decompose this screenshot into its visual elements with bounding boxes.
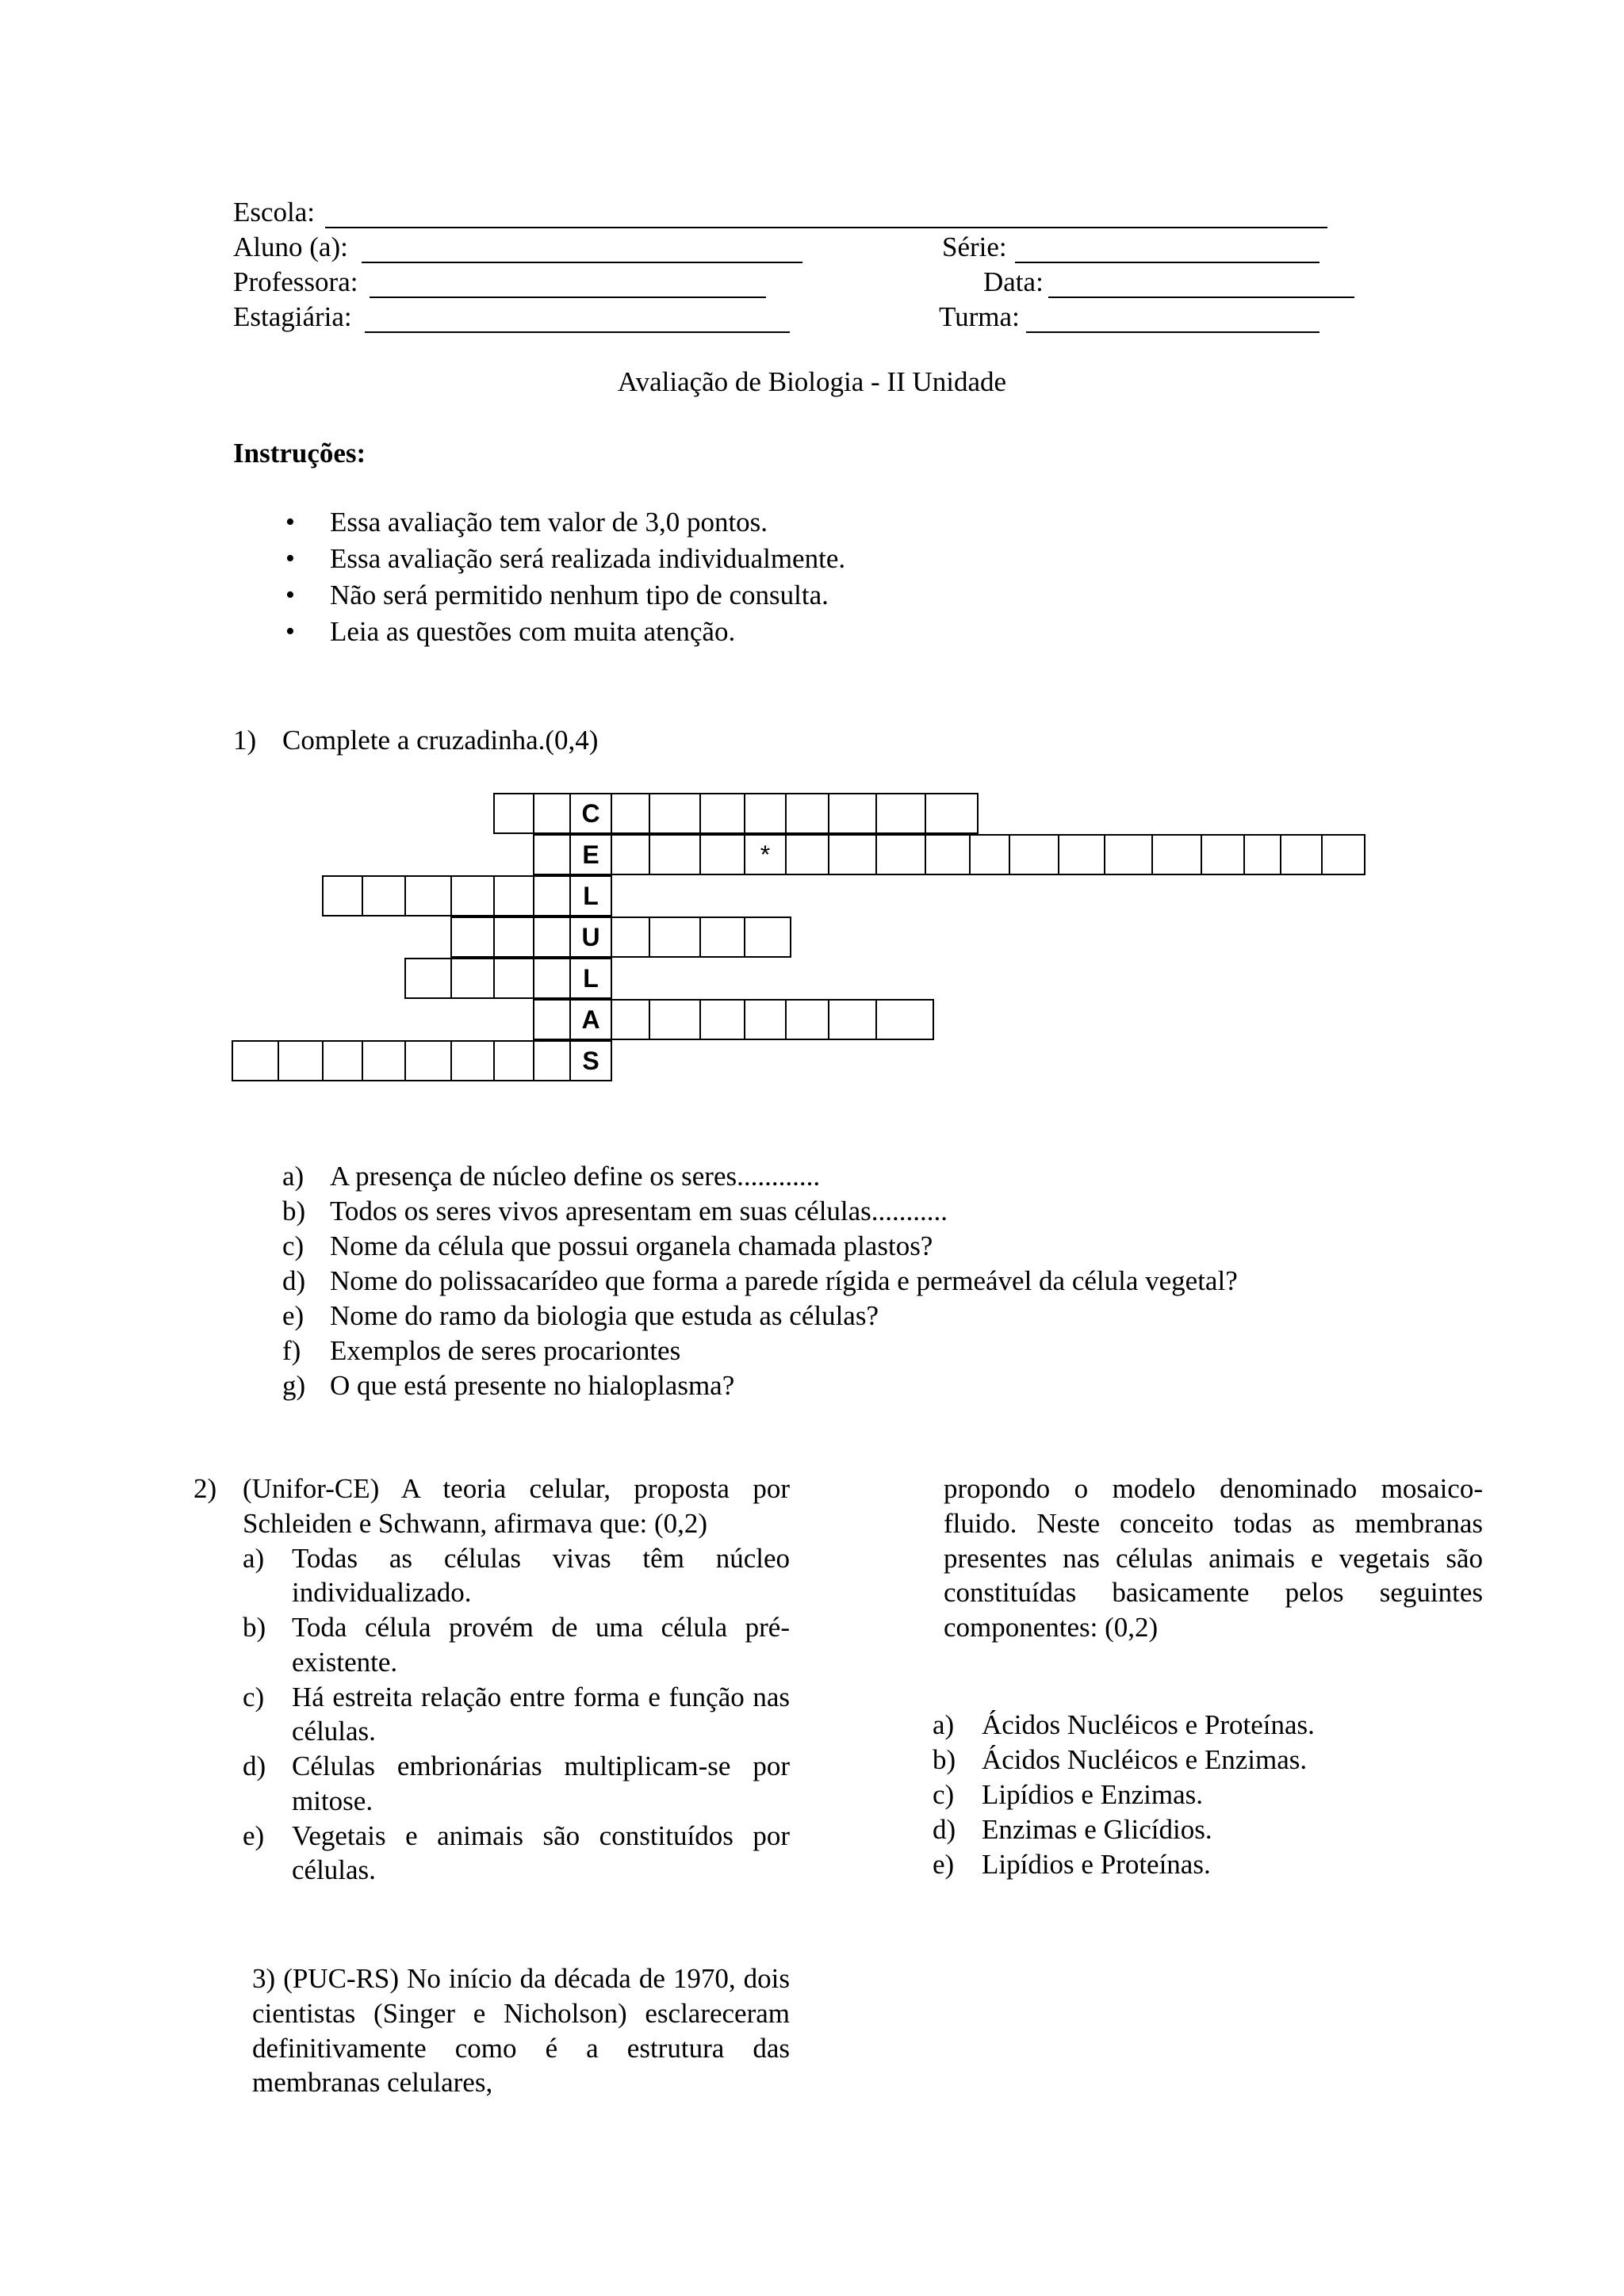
crossword-cell[interactable] bbox=[611, 999, 650, 1040]
crossword-cell[interactable] bbox=[533, 834, 571, 875]
crossword-cell[interactable] bbox=[493, 1040, 534, 1081]
crossword-cell[interactable] bbox=[611, 916, 650, 958]
q3-options bbox=[933, 1708, 1315, 1882]
data-label: Data: bbox=[983, 266, 1044, 297]
question-3 bbox=[252, 1961, 790, 2100]
q2-option: b) Toda célula provém de uma célula pré-existente. bbox=[243, 1612, 790, 1678]
turma-label: Turma: bbox=[939, 301, 1020, 332]
crossword-letter-cell[interactable]: U bbox=[569, 916, 612, 958]
crossword-cell[interactable] bbox=[828, 999, 877, 1040]
crossword-cell[interactable] bbox=[404, 875, 452, 916]
instruction-item: • Não será permitido nenhum tipo de consulta. bbox=[285, 577, 845, 614]
question-3-continued bbox=[944, 1471, 1483, 1645]
q3-option: b) Ácidos Nucléicos e Enzimas. bbox=[933, 1744, 1308, 1775]
crossword-cell[interactable] bbox=[649, 834, 701, 875]
crossword-cell[interactable] bbox=[785, 999, 829, 1040]
escola-field-line[interactable] bbox=[325, 227, 1327, 228]
crossword-cell[interactable] bbox=[493, 875, 534, 916]
crossword-cell[interactable] bbox=[611, 834, 650, 875]
question-2-number: 2) bbox=[193, 1473, 217, 1504]
crossword-cell[interactable] bbox=[1280, 834, 1323, 875]
professora-field-line[interactable] bbox=[370, 297, 766, 298]
q3-option: e) Lipídios e Proteínas. bbox=[933, 1849, 1211, 1880]
crossword-cell[interactable] bbox=[450, 916, 495, 958]
crossword-cell[interactable] bbox=[611, 793, 650, 834]
clue-item: f) Exemplos de seres procariontes bbox=[282, 1335, 681, 1366]
crossword-letter-cell[interactable]: A bbox=[569, 999, 612, 1040]
crossword-cell[interactable] bbox=[699, 834, 745, 875]
crossword-clues bbox=[282, 1159, 1238, 1403]
crossword-cell[interactable] bbox=[699, 999, 745, 1040]
crossword-cell[interactable] bbox=[875, 793, 926, 834]
crossword-cell[interactable] bbox=[533, 958, 571, 999]
question-2 bbox=[193, 1471, 790, 1888]
crossword-cell[interactable] bbox=[649, 916, 701, 958]
crossword-cell[interactable] bbox=[699, 793, 745, 834]
instruction-item: • Essa avaliação será realizada individualmente. bbox=[285, 541, 845, 577]
estagiaria-field-line[interactable] bbox=[365, 331, 790, 333]
clue-item: a) A presença de núcleo define os seres............ bbox=[282, 1161, 821, 1192]
crossword-cell[interactable] bbox=[232, 1040, 279, 1081]
crossword-cell[interactable] bbox=[925, 834, 971, 875]
estagiaria-label: Estagiária: bbox=[233, 301, 352, 332]
crossword-cell[interactable] bbox=[362, 1040, 406, 1081]
q2-option: e) Vegetais e animais são constituídos por células. bbox=[243, 1820, 790, 1886]
crossword-cell[interactable] bbox=[362, 875, 406, 916]
crossword-letter-cell[interactable]: C bbox=[569, 793, 612, 834]
crossword-letter-cell[interactable]: L bbox=[569, 875, 612, 916]
q2-option: d) Células embrionárias multiplicam-se por mitose. bbox=[243, 1751, 790, 1816]
crossword-cell[interactable] bbox=[322, 1040, 363, 1081]
crossword-cell[interactable] bbox=[875, 999, 934, 1040]
question-3-text-part2: propondo o modelo denominado mosaico-fluido. Neste conceito todas as membranas presentes nas células animais e vegetais são constituídas basicamente pelos seguintes componentes: (0,2) bbox=[944, 1473, 1483, 1643]
crossword-cell[interactable] bbox=[1243, 834, 1281, 875]
instructions-heading: Instruções: bbox=[233, 438, 366, 469]
crossword-cell[interactable] bbox=[404, 1040, 452, 1081]
q3-option: d) Enzimas e Glicídios. bbox=[933, 1814, 1212, 1845]
crossword-cell[interactable] bbox=[744, 793, 787, 834]
question-3-number: 3) bbox=[252, 1963, 276, 1994]
clue-item: d) Nome do polissacarídeo que forma a parede rígida e permeável da célula vegetal? bbox=[282, 1265, 1238, 1296]
serie-label: Série: bbox=[942, 232, 1007, 262]
crossword-cell[interactable] bbox=[828, 793, 877, 834]
q3-option: c) Lipídios e Enzimas. bbox=[933, 1779, 1203, 1810]
clue-item: c) Nome da célula que possui organela chamada plastos? bbox=[282, 1230, 933, 1261]
q2-option: a) Todas as células vivas têm núcleo individualizado. bbox=[243, 1542, 790, 1609]
instruction-item: • Leia as questões com muita atenção. bbox=[285, 614, 845, 650]
crossword-cell[interactable] bbox=[744, 999, 787, 1040]
crossword-cell[interactable] bbox=[533, 875, 571, 916]
crossword-cell[interactable] bbox=[969, 834, 1010, 875]
professora-label: Professora: bbox=[233, 266, 358, 297]
crossword-cell[interactable] bbox=[322, 875, 363, 916]
data-field-line[interactable] bbox=[1048, 297, 1354, 298]
clue-item: g) O que está presente no hialoplasma? bbox=[282, 1370, 735, 1401]
crossword-cell[interactable] bbox=[1321, 834, 1365, 875]
clue-item: b) Todos os seres vivos apresentam em suas células........... bbox=[282, 1196, 948, 1226]
crossword-cell[interactable] bbox=[533, 999, 571, 1040]
q3-option: a) Ácidos Nucléicos e Proteínas. bbox=[933, 1709, 1315, 1740]
question-1 bbox=[233, 723, 598, 758]
question-1-text: Complete a cruzadinha.(0,4) bbox=[282, 725, 599, 756]
crossword-cell[interactable] bbox=[1009, 834, 1059, 875]
crossword-marked-cell[interactable]: * bbox=[744, 834, 787, 875]
clue-item: e) Nome do ramo da biologia que estuda as células? bbox=[282, 1300, 879, 1331]
crossword-cell[interactable] bbox=[875, 834, 926, 875]
question-3-text-part1: (PUC-RS) No início da década de 1970, dois cientistas (Singer e Nicholson) esclareceram definitivamente como é a estrutura das membranas celulares, bbox=[252, 1963, 790, 2099]
turma-field-line[interactable] bbox=[1026, 331, 1320, 333]
crossword-cell[interactable] bbox=[828, 834, 877, 875]
crossword-cell[interactable] bbox=[649, 999, 701, 1040]
crossword-cell[interactable] bbox=[649, 793, 701, 834]
crossword-cell[interactable] bbox=[450, 875, 495, 916]
q2-option: c) Há estreita relação entre forma e função nas células. bbox=[243, 1681, 790, 1747]
crossword-cell[interactable] bbox=[1201, 834, 1245, 875]
crossword-cell[interactable] bbox=[1104, 834, 1153, 875]
crossword-cell[interactable] bbox=[925, 793, 979, 834]
crossword-letter-cell[interactable]: L bbox=[569, 958, 612, 999]
crossword-cell[interactable] bbox=[533, 793, 571, 834]
crossword-cell[interactable] bbox=[533, 916, 571, 958]
crossword-cell[interactable] bbox=[493, 793, 534, 834]
instruction-item: • Essa avaliação tem valor de 3,0 pontos. bbox=[285, 504, 845, 541]
crossword-cell[interactable] bbox=[493, 958, 534, 999]
crossword-cell[interactable] bbox=[1058, 834, 1105, 875]
crossword-cell[interactable] bbox=[785, 793, 829, 834]
instructions-list bbox=[285, 504, 845, 650]
question-2-text: (Unifor-CE) A teoria celular, proposta por Schleiden e Schwann, afirmava que: (0,2) bbox=[243, 1473, 790, 1539]
crossword-cell[interactable] bbox=[1151, 834, 1202, 875]
page-title: Avaliação de Biologia - II Unidade bbox=[617, 366, 1007, 397]
aluno-field-line[interactable] bbox=[362, 262, 802, 263]
crossword-cell[interactable] bbox=[533, 1040, 571, 1081]
aluno-label: Aluno (a): bbox=[233, 232, 348, 262]
crossword-letter-cell[interactable]: E bbox=[569, 834, 612, 875]
question-1-number: 1) bbox=[233, 725, 257, 756]
serie-field-line[interactable] bbox=[1015, 262, 1320, 263]
crossword-cell[interactable] bbox=[699, 916, 745, 958]
crossword-cell[interactable] bbox=[450, 1040, 495, 1081]
crossword-cell[interactable] bbox=[450, 958, 495, 999]
crossword-cell[interactable] bbox=[785, 834, 829, 875]
crossword-cell[interactable] bbox=[278, 1040, 324, 1081]
crossword-cell[interactable] bbox=[493, 916, 534, 958]
escola-label: Escola: bbox=[233, 197, 316, 228]
crossword-cell[interactable] bbox=[404, 958, 452, 999]
crossword-cell[interactable] bbox=[744, 916, 791, 958]
crossword-letter-cell[interactable]: S bbox=[569, 1040, 612, 1081]
